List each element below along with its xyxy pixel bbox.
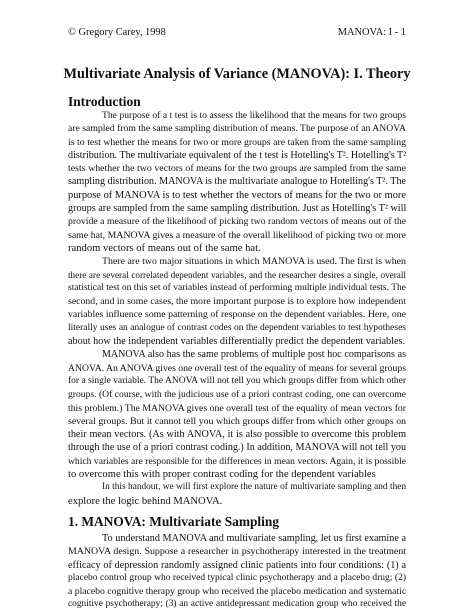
text-line: provide a measure of the likelihood of picking two random vectors of means out of the bbox=[68, 216, 406, 228]
page-number: MANOVA: I - 1 bbox=[337, 27, 406, 38]
text-line: cognitive psychotherapy; (3) an active antidepressant medication group who received the bbox=[68, 599, 406, 610]
text-line: purpose of MANOVA is to test whether the vectors of means for the two or more bbox=[68, 189, 406, 201]
text-line: placebo control group who received typical clinic psychotherapy and a placebo drug; (2) bbox=[68, 572, 406, 583]
text-line: There are two major situations in which MANOVA is used. The first is when bbox=[102, 256, 406, 268]
text-line: variables influence some patterning of response on the dependent variables. Here, one bbox=[68, 309, 406, 321]
text-line: efficacy of depression randomly assigned clinic patients into four conditions: (1) a bbox=[68, 559, 406, 571]
text-line: MANOVA design. Suppose a researcher in psychotherapy interested in the treatment bbox=[68, 546, 406, 558]
text-line: sampling distribution. MANOVA is the multivariate analogue to Hotelling's T². The bbox=[68, 176, 406, 188]
page-header bbox=[68, 26, 406, 40]
section-1-heading: 1. MANOVA: Multivariate Sampling bbox=[68, 514, 280, 529]
text-line: explore the logic behind MANOVA. bbox=[68, 495, 223, 507]
text-line: are sampled from the same sampling distribution of means. The purpose of an ANOVA bbox=[68, 123, 406, 135]
text-line: several groups. But it cannot tell you which groups differ from which other groups on bbox=[68, 415, 406, 427]
text-line: this problem.) The MANOVA gives one overall test of the equality of mean vectors for bbox=[68, 402, 406, 414]
text-line: MANOVA also has the same problems of multiple post hoc comparisons as bbox=[102, 349, 406, 361]
text-line: for a single variable. The ANOVA will not tell you which groups differ from which other bbox=[68, 375, 406, 386]
text-line: groups. (Of course, with the judicious use of a priori contrast coding, one can overcome bbox=[68, 389, 406, 401]
text-line: statistical test on this set of variables instead of performing multiple individual tests. The bbox=[68, 282, 406, 293]
text-line: about how the independent variables differentially predict the dependent variables. bbox=[68, 336, 406, 348]
text-line: is to test whether the means for two or more groups are taken from the same sampling bbox=[68, 136, 406, 148]
text-line: groups are sampled from the same sampling distribution. Just as Hotelling's T² will bbox=[68, 203, 407, 215]
text-line: same hat, MANOVA gives a measure of the overall likelihood of picking two or more bbox=[68, 229, 406, 241]
text-line: through the use of a priori contrast coding.) In addition, MANOVA will not tell you bbox=[68, 442, 406, 454]
text-line: random vectors of means out of the same hat. bbox=[68, 242, 261, 254]
document-title: Multivariate Analysis of Variance (MANOVA): I. Theory bbox=[63, 66, 411, 82]
text-line: their mean vectors. (As with ANOVA, it is also possible to overcome this problem bbox=[68, 429, 406, 441]
text-line: which variables are responsible for the differences in mean vectors. Again, it is possible bbox=[68, 455, 406, 467]
text-line: a placebo cognitive therapy group who received the placebo medication and systematic bbox=[68, 586, 407, 598]
text-line: literally uses an analogue of contrast codes on the dependent variables to test hypotheses bbox=[68, 322, 406, 333]
text-line: there are several correlated dependent variables, and the researcher desires a single, overall bbox=[68, 269, 406, 280]
text-line: ANOVA. An ANOVA gives one overall test of the equality of means for several groups bbox=[68, 362, 406, 374]
introduction-heading: Introduction bbox=[68, 94, 141, 109]
text-line: tests whether the two vectors of means for the two groups are sampled from the same bbox=[68, 163, 406, 175]
text-line: The purpose of a t test is to assess the likelihood that the means for two groups bbox=[102, 110, 406, 121]
text-line: In this handout, we will first explore the nature of multivariate sampling and then bbox=[102, 482, 406, 493]
text-line: second, and in some cases, the more important purpose is to explore how independent bbox=[68, 296, 406, 308]
text-line: distribution. The multivariate equivalent of the t test is Hotelling's T². Hotelling's T² bbox=[68, 149, 407, 161]
copyright-notice: © Gregory Carey, 1998 bbox=[68, 27, 166, 38]
text-line: to overcome this with proper contrast coding for the dependent variables bbox=[68, 469, 376, 481]
introduction-body bbox=[68, 109, 406, 508]
section-1-body bbox=[68, 532, 406, 612]
text-line: To understand MANOVA and multivariate sampling, let us first examine a bbox=[102, 533, 406, 544]
